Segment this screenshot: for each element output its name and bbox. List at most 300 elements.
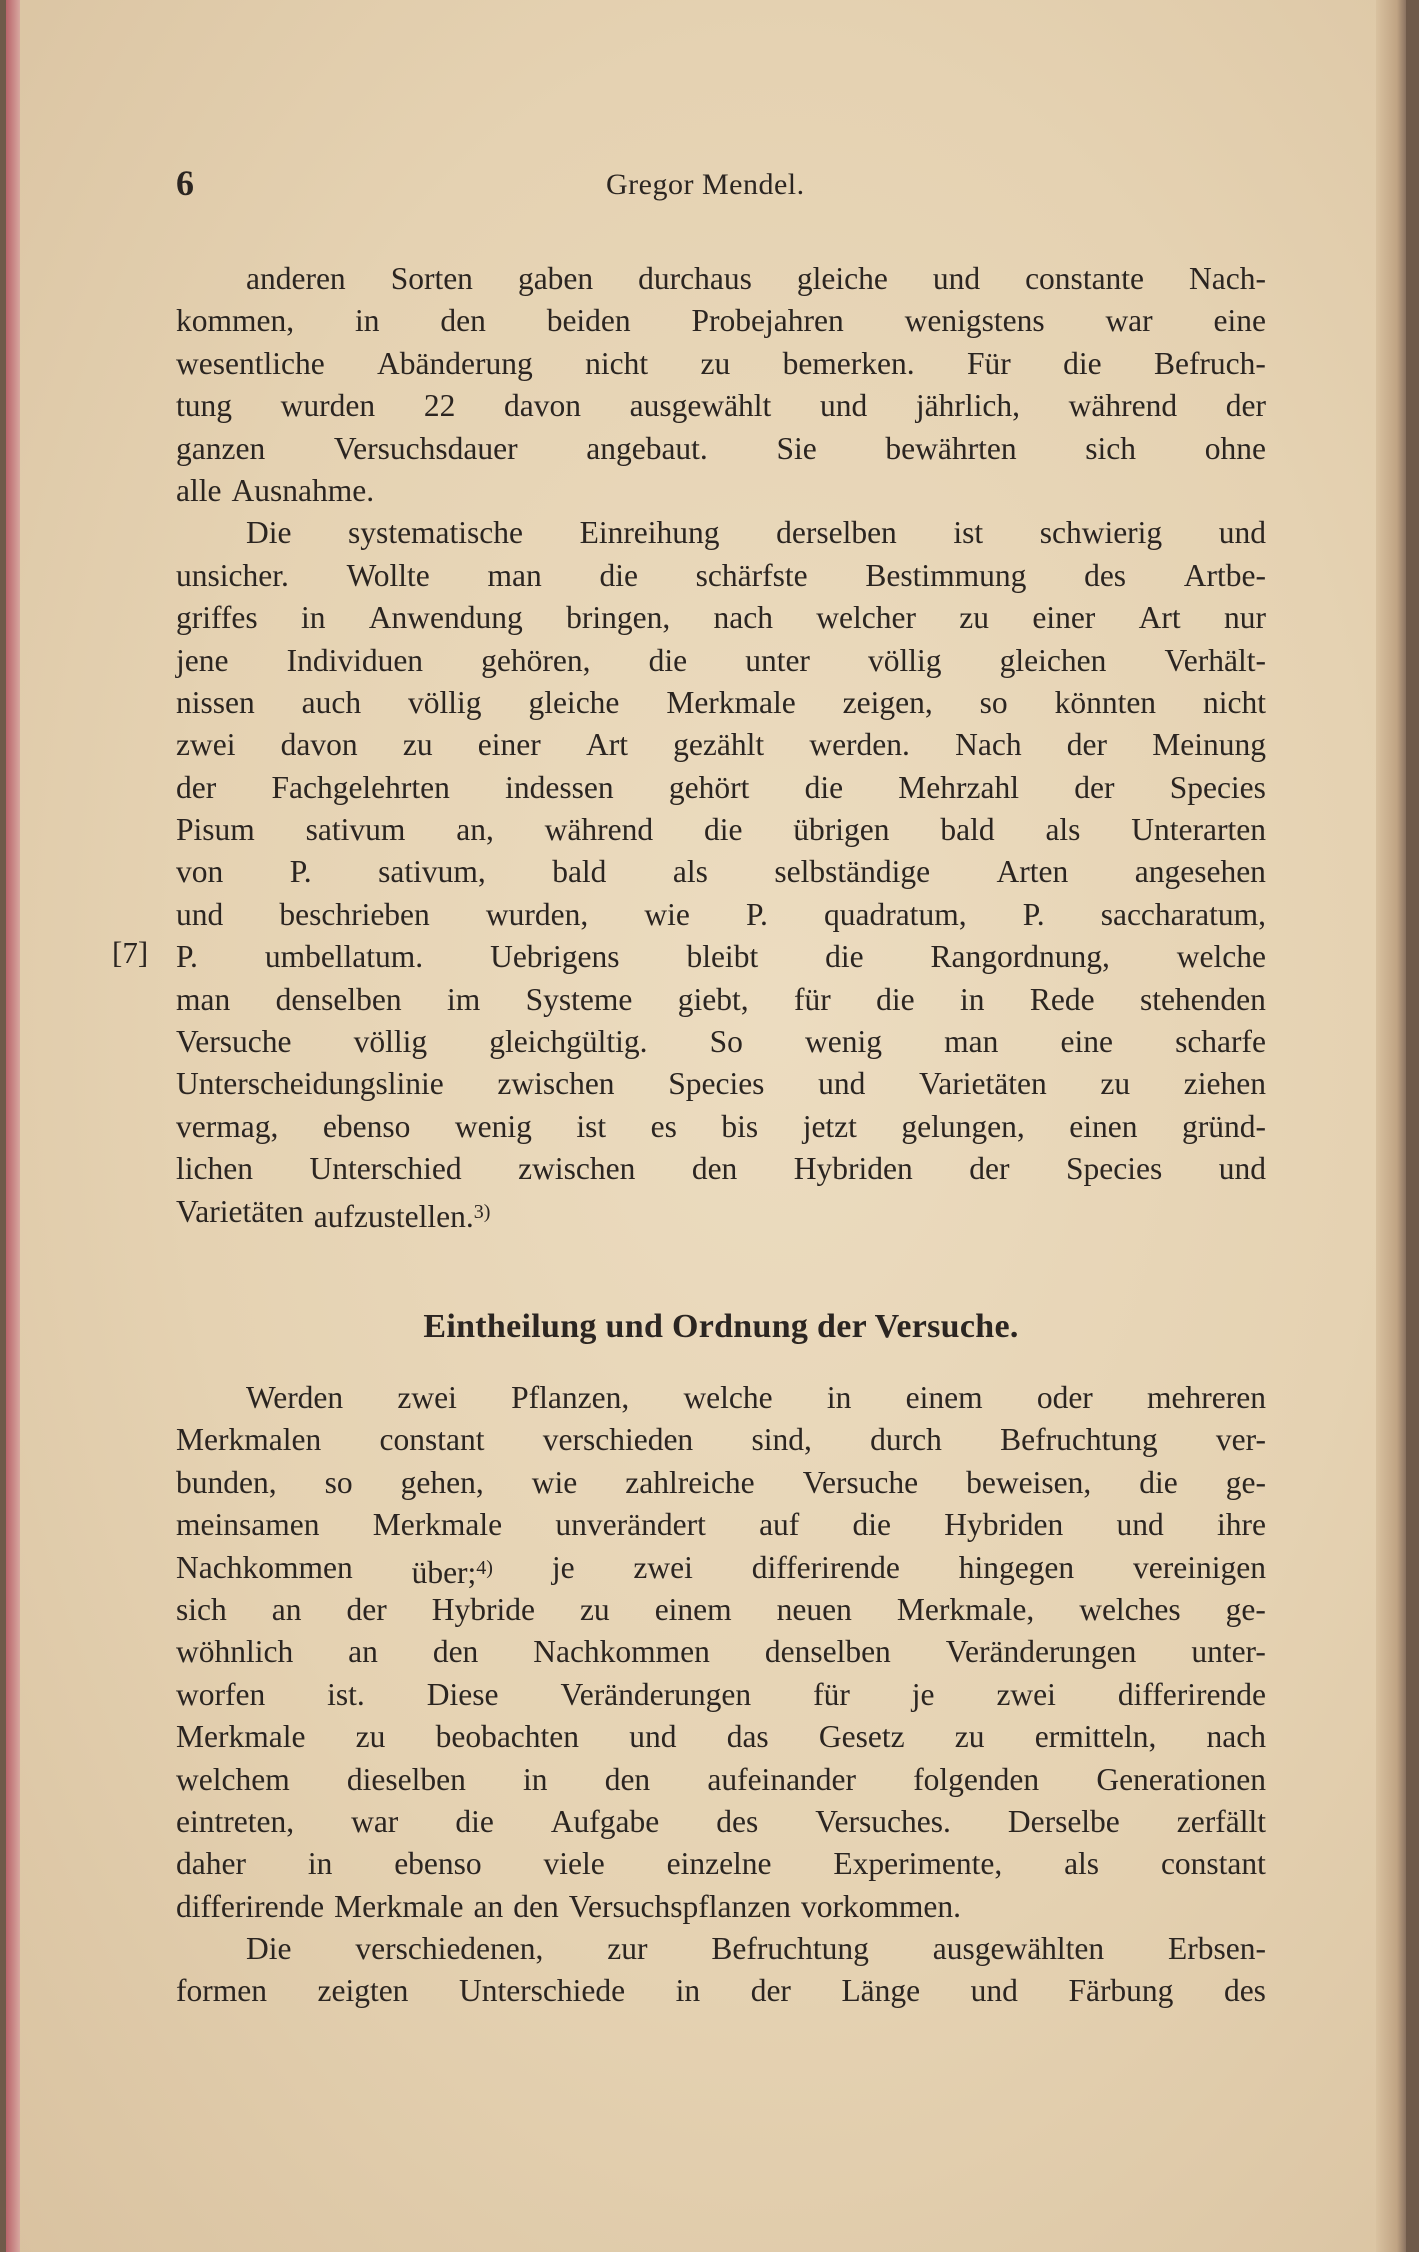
word: nicht: [1202, 684, 1266, 720]
word: der: [1074, 769, 1115, 805]
word: sich: [176, 1591, 227, 1627]
text-line: [176, 300, 1266, 342]
word: bleibt: [686, 939, 759, 975]
word: differirende: [1117, 1676, 1266, 1712]
word: Versuche: [802, 1464, 919, 1500]
text-line: [176, 1547, 1266, 1589]
word: wurden: [280, 388, 376, 424]
word: Art: [1138, 600, 1181, 636]
word: je: [551, 1549, 575, 1585]
text-line: [176, 470, 1266, 512]
word: auf: [759, 1507, 800, 1543]
text-line: [176, 512, 1266, 554]
word: wöhnlich: [176, 1634, 294, 1670]
word: jene: [176, 642, 229, 678]
word: schärfste: [695, 557, 808, 593]
word: Unterscheidungslinie: [176, 1066, 444, 1102]
word: nur: [1223, 600, 1266, 636]
word: und: [819, 388, 868, 424]
word: verschiedenen,: [355, 1931, 544, 1967]
word: je: [911, 1676, 935, 1712]
text-line: [176, 1674, 1266, 1716]
word: stehenden: [1139, 981, 1266, 1017]
word: Fachgelehrten: [271, 769, 450, 805]
text-line: [176, 1631, 1266, 1673]
word: Hybriden: [944, 1507, 1064, 1543]
word: und: [932, 261, 981, 296]
word: Derselbe: [1007, 1803, 1120, 1839]
word: hingegen: [958, 1549, 1075, 1585]
word: wenig: [454, 1108, 532, 1144]
word: unverändert: [555, 1507, 706, 1543]
word: Individuen: [286, 642, 424, 678]
word: den: [691, 1151, 738, 1187]
word: an,: [456, 812, 494, 848]
word: Uebrigens: [490, 939, 620, 975]
word: denselben: [275, 981, 402, 1017]
word: einen: [1069, 1108, 1138, 1144]
word: in: [307, 1846, 333, 1882]
word: Rede: [1029, 981, 1095, 1017]
word: nicht: [585, 345, 649, 381]
text-line: [176, 1148, 1266, 1190]
word: zwei: [996, 1676, 1056, 1712]
word: und: [1218, 515, 1266, 551]
word: des: [1084, 557, 1127, 593]
word: Färbung: [1068, 1973, 1174, 2009]
word: es: [650, 1108, 677, 1144]
word: die: [876, 981, 915, 1017]
word: gezählt: [673, 727, 765, 763]
word: constante: [1025, 261, 1145, 296]
word: Veränderungen: [945, 1634, 1137, 1670]
word: welcher: [816, 600, 916, 636]
word: Rangordnung,: [930, 939, 1110, 975]
word: die: [703, 812, 743, 848]
word: Für: [966, 345, 1011, 381]
word: war: [1105, 303, 1153, 339]
word: der: [346, 1591, 387, 1627]
word: einzelne: [666, 1846, 772, 1882]
word: Merkmale: [666, 684, 796, 720]
word: meinsamen: [176, 1507, 320, 1543]
word: differirende: [176, 1888, 325, 1924]
word: unter: [745, 642, 810, 678]
word: Nach-: [1189, 261, 1266, 296]
word: lichen: [176, 1151, 253, 1187]
word: Ausnahme.: [231, 472, 375, 508]
word: die: [455, 1803, 494, 1839]
word: werden.: [809, 727, 910, 763]
word: gehen,: [400, 1464, 484, 1500]
word: die: [852, 1507, 892, 1543]
word: Mehrzahl: [898, 769, 1019, 805]
word: im: [446, 981, 481, 1017]
word: davon: [503, 388, 581, 424]
word: bewährten: [885, 430, 1017, 466]
word: könnten: [1054, 684, 1157, 720]
word: alle: [176, 472, 222, 508]
word: nach: [713, 600, 773, 636]
word: wurden,: [485, 896, 589, 932]
word: beweisen,: [966, 1464, 1092, 1500]
word: sind,: [751, 1422, 812, 1458]
text-line: [176, 1063, 1266, 1105]
text-line: [176, 1759, 1266, 1801]
word: Nachkommen: [533, 1634, 710, 1670]
word: einem: [905, 1379, 983, 1415]
word: Länge: [841, 1973, 921, 2009]
word: Erbsen-: [1168, 1931, 1266, 1967]
word: an: [473, 1888, 504, 1924]
word: P.: [289, 854, 312, 890]
word: durch: [870, 1422, 942, 1458]
page-left-edge: [6, 0, 20, 2252]
word: ver-: [1215, 1422, 1266, 1458]
word: einer: [1032, 600, 1096, 636]
word: Species: [1065, 1151, 1163, 1187]
word: kommen,: [176, 303, 295, 339]
word: differirende: [751, 1549, 900, 1585]
word: eine: [1213, 303, 1266, 339]
word: Species: [668, 1066, 765, 1102]
word: man: [944, 1024, 999, 1060]
text-line: [176, 1928, 1266, 1970]
word: völlig: [408, 684, 482, 720]
word: gleiche: [796, 261, 888, 296]
word: Die: [246, 515, 292, 551]
word: aufzustellen.$^{3)}$: [313, 1198, 491, 1234]
word: Probejahren: [691, 303, 844, 339]
word: unter-: [1191, 1634, 1266, 1670]
word: völlig: [353, 1024, 428, 1060]
word: zwischen: [518, 1151, 636, 1187]
word: völlig: [868, 642, 942, 678]
word: gleichgültig.: [489, 1024, 648, 1060]
word: constant: [1160, 1846, 1266, 1882]
word: beobachten: [435, 1719, 580, 1755]
word: ermitteln,: [1034, 1719, 1157, 1755]
word: Artbe-: [1183, 557, 1266, 593]
text-line: [176, 979, 1266, 1021]
word: bunden,: [176, 1464, 277, 1500]
text-line: [176, 767, 1266, 809]
word: das: [726, 1719, 769, 1755]
text-line: [176, 343, 1266, 385]
word: Versuches.: [815, 1803, 951, 1839]
word: durchaus: [638, 261, 752, 296]
word: war: [351, 1803, 399, 1839]
word: auch: [301, 684, 362, 720]
word: bald: [552, 854, 607, 890]
text-line: [176, 1191, 1266, 1233]
word: Merkmale,: [896, 1591, 1035, 1627]
word: den: [513, 1888, 559, 1924]
word: und: [176, 896, 224, 932]
word: Art: [585, 727, 628, 763]
word: und: [1116, 1507, 1164, 1543]
word: nissen: [176, 684, 255, 720]
word: unsicher.: [176, 557, 289, 593]
word: ebenso: [322, 1108, 411, 1144]
paragraph: [176, 258, 1266, 512]
word: in: [523, 1761, 548, 1797]
text-line: [176, 1504, 1266, 1546]
word: die: [1063, 345, 1102, 381]
text-line: [176, 1886, 1266, 1928]
word: zu: [954, 1719, 985, 1755]
word: ist: [953, 515, 984, 551]
word: die: [1139, 1464, 1178, 1500]
word: an: [271, 1591, 302, 1627]
word: wie: [531, 1464, 578, 1500]
word: schwierig: [1039, 515, 1163, 551]
word: aufeinander: [707, 1761, 857, 1797]
text-line: [176, 1419, 1266, 1461]
word: tung: [176, 388, 233, 424]
word: der: [1225, 388, 1266, 424]
word: in: [354, 303, 380, 339]
text-line: [176, 724, 1266, 766]
word: welchem: [176, 1761, 290, 1797]
word: giebt,: [677, 981, 749, 1017]
word: denselben: [764, 1634, 891, 1670]
word: ge-: [1225, 1591, 1266, 1627]
word: vereinigen: [1133, 1549, 1266, 1585]
word: neuen: [776, 1591, 852, 1627]
word: vermag,: [176, 1108, 279, 1144]
word: Bestimmung: [865, 557, 1027, 593]
text-line: [176, 555, 1266, 597]
word: umbellatum.: [264, 939, 424, 975]
page-right-edge: [1376, 0, 1406, 2252]
running-head: [176, 160, 1266, 210]
text-line: [176, 640, 1266, 682]
word: jährlich,: [915, 388, 1020, 424]
word: bringen,: [566, 600, 671, 636]
word: wesentliche: [176, 345, 325, 381]
text-line: [176, 1106, 1266, 1148]
word: Sorten: [390, 261, 473, 296]
word: zwischen: [497, 1066, 615, 1102]
word: anderen: [246, 261, 346, 296]
word: gehören,: [481, 642, 591, 678]
word: Versuchspflanzen: [568, 1888, 791, 1924]
word: in: [300, 600, 326, 636]
word: den: [432, 1634, 479, 1670]
word: dieselben: [346, 1761, 466, 1797]
word: ihre: [1216, 1507, 1266, 1543]
word: eine: [1060, 1024, 1113, 1060]
word: der: [750, 1973, 791, 2009]
text-line: [176, 936, 1266, 978]
word: gleiche: [528, 684, 620, 720]
word: und: [629, 1719, 677, 1755]
word: ganzen: [176, 430, 266, 466]
word: zwei: [176, 727, 236, 763]
word: in: [959, 981, 985, 1017]
word: der: [1066, 727, 1108, 763]
word: und: [970, 1973, 1018, 2009]
word: gehört: [668, 769, 750, 805]
word: Diese: [426, 1676, 499, 1712]
word: ausgewählten: [932, 1931, 1105, 1967]
word: Befruchtung: [1000, 1422, 1158, 1458]
word: Hybriden: [793, 1151, 913, 1187]
word: sativum,: [378, 854, 486, 890]
word: bemerken.: [782, 345, 915, 381]
word: Werden: [246, 1379, 344, 1415]
word: Nach: [955, 727, 1022, 763]
word: zu: [1100, 1066, 1131, 1102]
word: Anwendung: [368, 600, 523, 636]
word: angebaut.: [586, 430, 708, 466]
word: davon: [280, 727, 358, 763]
word: Varietäten: [919, 1066, 1047, 1102]
word: Merkmale: [334, 1888, 464, 1924]
word: derselben: [776, 515, 897, 551]
word: formen: [176, 1973, 267, 2009]
word: gründ-: [1182, 1108, 1266, 1144]
word: constant: [379, 1422, 485, 1458]
word: ohne: [1204, 430, 1266, 466]
word: für: [793, 981, 831, 1017]
word: Verhält-: [1164, 642, 1266, 678]
word: folgenden: [913, 1761, 1040, 1797]
word: man: [176, 981, 231, 1017]
paragraph: [176, 512, 1266, 1233]
word: systematische: [348, 515, 524, 551]
word: zu: [355, 1719, 386, 1755]
word: Experimente,: [833, 1846, 1003, 1882]
word: Species: [1169, 769, 1266, 805]
word: zu: [579, 1591, 610, 1627]
word: Gesetz: [818, 1719, 905, 1755]
running-head-author: Gregor Mendel.: [606, 168, 805, 201]
word: bis: [721, 1108, 759, 1144]
word: von: [176, 854, 224, 890]
body-text: [176, 258, 1266, 2013]
text-line: [176, 428, 1266, 470]
word: scharfe: [1175, 1024, 1266, 1060]
word: Hybride: [431, 1591, 535, 1627]
word: Pflanzen,: [511, 1379, 630, 1415]
text-line: [176, 809, 1266, 851]
section-heading: Eintheilung und Ordnung der Versuche.: [423, 1307, 1019, 1345]
word: P.: [176, 939, 198, 975]
word: so: [979, 684, 1008, 720]
word: ziehen: [1183, 1066, 1266, 1102]
word: wie: [644, 896, 690, 932]
word: beschrieben: [279, 896, 430, 932]
footnote-mark: 4): [476, 1556, 493, 1579]
word: den: [604, 1761, 651, 1797]
word: sich: [1085, 430, 1137, 466]
word: P.: [745, 896, 768, 932]
word: ge-: [1225, 1464, 1266, 1500]
word: in: [675, 1973, 701, 2009]
word: über;$^{4)}$: [411, 1554, 493, 1590]
word: Nachkommen: [176, 1549, 353, 1585]
word: vorkommen.: [800, 1888, 962, 1924]
word: nach: [1206, 1719, 1266, 1755]
word: indessen: [505, 769, 614, 805]
word: Versuchsdauer: [333, 430, 518, 466]
text-line: [176, 1021, 1266, 1063]
word: Generationen: [1096, 1761, 1266, 1797]
word: Unterschied: [309, 1151, 462, 1187]
word: welche: [683, 1379, 773, 1415]
word: der: [176, 769, 217, 805]
word: P.: [1022, 896, 1045, 932]
word: so: [324, 1464, 353, 1500]
text-line: [176, 1801, 1266, 1843]
word: zwei: [397, 1379, 457, 1415]
word: und: [818, 1066, 866, 1102]
text-line: [176, 1589, 1266, 1631]
word: und: [1218, 1151, 1266, 1187]
word: Veränderungen: [560, 1676, 752, 1712]
word: ebenso: [394, 1846, 482, 1882]
word: den: [440, 303, 486, 339]
word: jetzt: [802, 1108, 857, 1144]
word: ist: [576, 1108, 607, 1144]
page-number: 6: [176, 163, 194, 203]
word: Arten: [996, 854, 1069, 890]
word: Wollte: [346, 557, 430, 593]
word: die: [825, 939, 864, 975]
text-line: [176, 1970, 1266, 2012]
word: Merkmale: [176, 1719, 306, 1755]
word: zeigen,: [842, 684, 933, 720]
word: Unterarten: [1131, 812, 1266, 848]
word: Befruchtung: [711, 1931, 869, 1967]
word: Befruch-: [1153, 345, 1266, 381]
word: bald: [940, 812, 995, 848]
word: Die: [246, 1931, 292, 1967]
word: übrigen: [793, 812, 890, 848]
word: Pisum: [176, 812, 255, 848]
footnote-mark: 3): [473, 1200, 491, 1223]
word: sativum: [305, 812, 406, 848]
word: Aufgabe: [550, 1803, 660, 1839]
word: zeigten: [317, 1973, 409, 2009]
word: während: [1068, 388, 1178, 424]
text-line: [176, 1843, 1266, 1885]
word: viele: [543, 1846, 605, 1882]
word: Merkmale: [372, 1507, 503, 1543]
word: ist.: [327, 1676, 365, 1712]
word: So: [709, 1024, 743, 1060]
word: quadratum,: [823, 896, 967, 932]
word: während: [544, 812, 654, 848]
word: gaben: [517, 261, 594, 296]
word: Einreihung: [579, 515, 720, 551]
word: zwei: [633, 1549, 693, 1585]
text-line: [176, 1377, 1266, 1419]
word: verschieden: [542, 1422, 694, 1458]
word: griffes: [176, 600, 258, 636]
word: selbständige: [774, 854, 931, 890]
text-line: [176, 682, 1266, 724]
word: Meinung: [1152, 727, 1266, 763]
word: des: [1223, 1973, 1266, 2009]
word: die: [804, 769, 844, 805]
paragraph: [176, 1928, 1266, 2013]
word: wenigstens: [904, 303, 1045, 339]
word: mehreren: [1147, 1379, 1266, 1415]
word: zu: [959, 600, 990, 636]
